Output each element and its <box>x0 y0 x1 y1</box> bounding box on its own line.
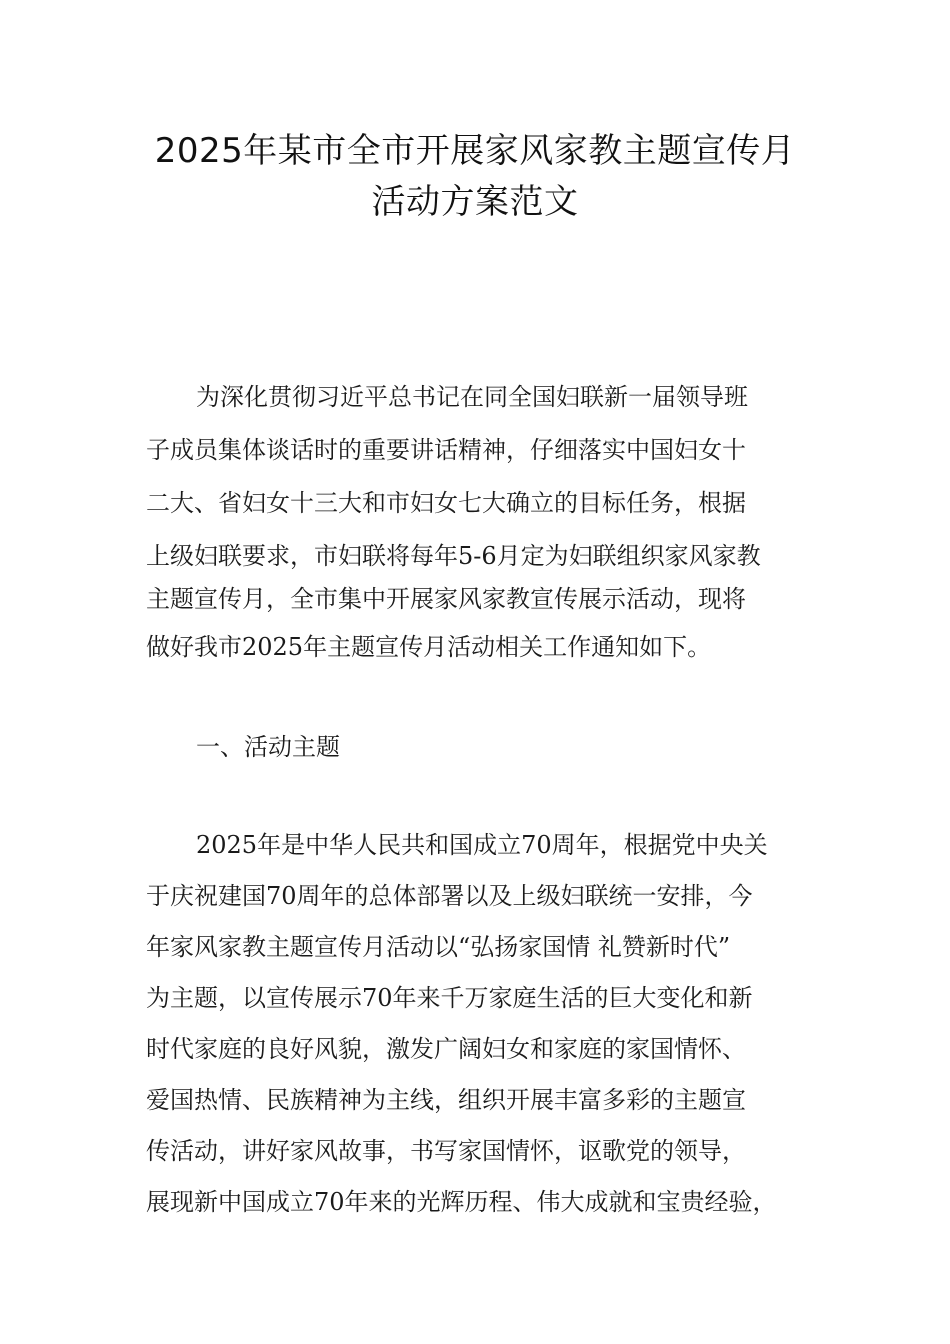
paragraph-2-line-8: 展现新中国成立70年来的光辉历程、伟大成就和宝贵经验， <box>146 1188 777 1216</box>
paragraph-1-line-5: 主题宣传月，全市集中开展家风家教宣传展示活动，现将 <box>146 585 746 613</box>
paragraph-1-line-2: 子成员集体谈话时的重要讲话精神，仔细落实中国妇女十 <box>146 436 746 464</box>
section-1-heading: 一、活动主题 <box>196 733 340 761</box>
paragraph-2-line-7: 传活动，讲好家风故事，书写家国情怀，讴歌党的领导， <box>146 1137 746 1165</box>
paragraph-2-line-5: 时代家庭的良好风貌，激发广阔妇女和家庭的家国情怀、 <box>146 1035 746 1063</box>
paragraph-1-line-3: 二大、省妇女十三大和市妇女七大确立的目标任务，根据 <box>146 489 746 517</box>
paragraph-1-line-6: 做好我市2025年主题宣传月活动相关工作通知如下。 <box>146 633 712 661</box>
paragraph-2-line-3: 年家风家教主题宣传月活动以“弘扬家国情 礼赞新时代” <box>146 933 731 961</box>
paragraph-1-line-4: 上级妇联要求，市妇联将每年5-6月定为妇联组织家风家教 <box>146 542 761 570</box>
paragraph-2-line-2: 于庆祝建国70周年的总体部署以及上级妇联统一安排，今 <box>146 882 753 910</box>
document-title-line-2: 活动方案范文 <box>371 182 579 222</box>
paragraph-2-line-4: 为主题，以宣传展示70年来千万家庭生活的巨大变化和新 <box>146 984 753 1012</box>
paragraph-2-line-1: 2025年是中华人民共和国成立70周年，根据党中央关 <box>196 831 768 859</box>
paragraph-1-line-1: 为深化贯彻习近平总书记在同全国妇联新一届领导班 <box>196 383 748 411</box>
paragraph-2-line-6: 爱国热情、民族精神为主线，组织开展丰富多彩的主题宣 <box>146 1086 746 1114</box>
document-title-line-1: 2025年某市全市开展家风家教主题宣传月 <box>154 131 796 171</box>
